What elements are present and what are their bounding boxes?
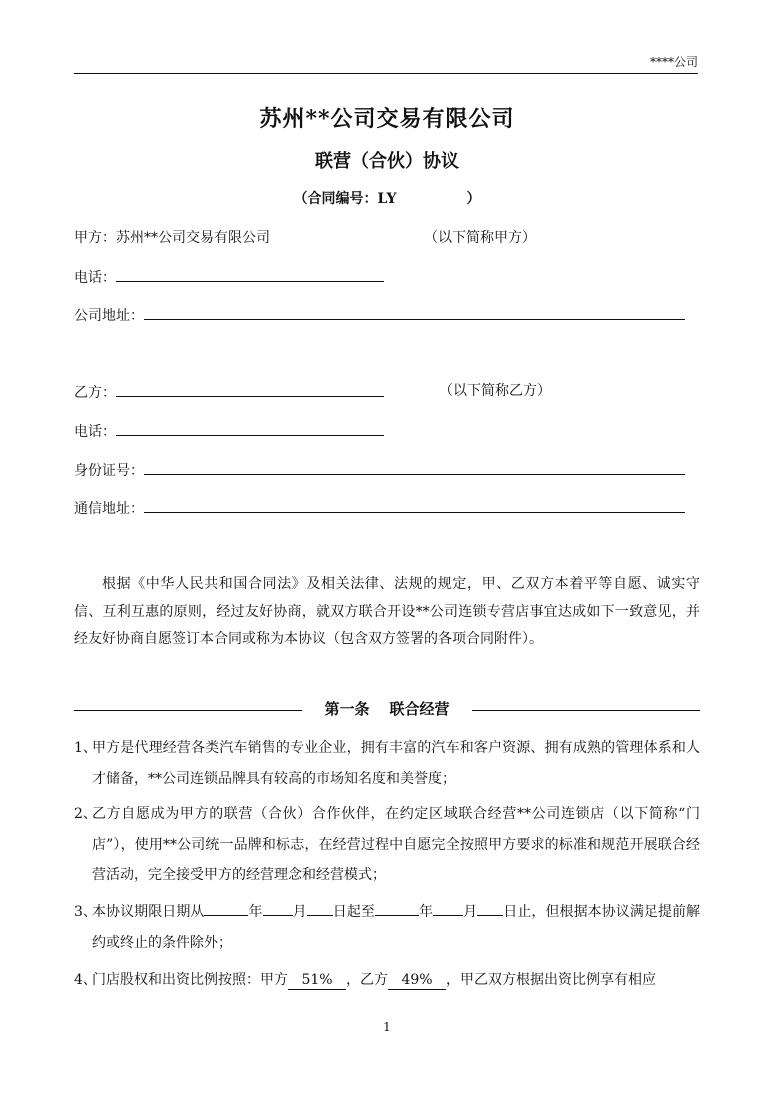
party-a-share-field[interactable]: 51% [288,971,346,990]
party-a-address-field[interactable] [144,303,685,320]
section-1-number: 第一条 [324,700,370,718]
party-a-row [74,227,270,249]
clause-item-1 [74,733,700,794]
end-month-label: 月 [463,904,478,920]
clause-item-1-text: 甲方是代理经营各类汽车销售的专业企业，拥有丰富的汽车和客户资源、拥有成熟的管理体系和人才储备，**公司连锁品牌具有较高的市场知名度和美誉度； [92,740,700,787]
party-b-address-field[interactable] [144,496,685,513]
clause-item-4-text [92,965,700,996]
clause-item-1-number: 1、 [74,740,97,756]
section-1-left-rule [74,710,302,711]
clause-item-2 [74,799,700,891]
clause-item-3-text [92,897,700,958]
start-year-label: 年 [248,904,263,920]
clause-item-3-lead: 本协议期限日期从 [92,904,205,920]
party-b-address-label: 通信地址： [74,501,144,517]
start-month-field[interactable] [263,915,293,916]
party-b-id-field[interactable] [144,458,685,475]
party-b-note: （以下简称乙方） [439,383,551,399]
end-year-label: 年 [418,904,434,920]
clause-item-4-lead: 门店股权和出资比例按照：甲方 [92,972,288,988]
clause-item-4 [74,965,700,996]
party-b-share-field[interactable]: 49% [388,971,446,990]
header-company: ****公司 [649,55,698,69]
end-day-field[interactable] [477,915,503,916]
header-divider [74,73,698,74]
intro-paragraph: 根据《中华人民共和国合同法》及相关法律、法规的规定，甲、乙双方本着平等自愿、诚实守信、互利互惠的原则，经过友好协商，就双方联合开设**公司连锁专营店事宜达成如下一致意见，并经友好协商自愿签订本合同或称为本协议（包含双方签署的各项合同附件）。 [74,576,700,647]
clause-item-4-number: 4、 [74,972,97,988]
clause-item-4-mid: ，乙方 [346,972,388,988]
clause-item-3-number: 3、 [74,904,97,920]
contract-number-prefix: （合同编号：LY [293,191,397,207]
party-b-address-row [74,496,685,518]
party-a-note: （以下简称甲方） [424,230,536,246]
start-month-label: 月 [292,904,307,920]
party-b-phone-label: 电话： [74,424,116,440]
start-day-label: 日起至 [332,904,375,920]
document-company-title: 苏州**公司交易有限公司 [259,106,515,132]
clause-item-2-text: 乙方自愿成为甲方的联营（合伙）合作伙伴，在约定区域联合经营**公司连锁店（以下简称“门店”），使用**公司统一品牌和标志，在经营过程中自愿完全按照甲方要求的标准和规范开展联合经营活动，完全接受甲方的经营理念和经营模式； [92,806,700,883]
contract-number [0,188,774,208]
party-b-label: 乙方： [74,385,116,401]
page-number: 1 [383,1020,391,1034]
clause-item-3 [74,897,700,958]
party-a-phone-label: 电话： [74,270,116,286]
clause-item-4-tail: ，甲乙双方根据出资比例享有相应 [446,972,656,988]
section-1-name: 联合经营 [389,700,450,718]
party-b-name-field[interactable] [116,380,384,397]
party-b-phone-row [74,419,384,441]
party-a-name: 苏州**公司交易有限公司 [116,230,270,246]
start-day-field[interactable] [307,915,333,916]
end-month-field[interactable] [433,915,463,916]
contract-number-suffix: ） [466,191,481,207]
party-a-address-label: 公司地址： [74,308,144,324]
document-title: 联营（合伙）协议 [315,151,459,172]
start-year-field[interactable] [204,915,248,916]
party-b-id-row [74,458,685,480]
party-a-label: 甲方： [74,230,116,246]
end-year-field[interactable] [375,915,419,916]
party-a-phone-row [74,265,384,287]
clause-item-2-number: 2、 [74,806,97,822]
party-b-id-label: 身份证号： [74,463,144,479]
end-day-label: 日止，但根据本协议满足提前解约或终止的条件除外； [92,904,701,951]
party-a-phone-field[interactable] [116,265,384,282]
section-1-heading [74,697,700,721]
section-1-title [302,697,471,721]
party-b-row [74,380,384,402]
section-1-right-rule [472,710,700,711]
party-a-address-row [74,303,685,325]
party-b-phone-field[interactable] [116,419,384,436]
